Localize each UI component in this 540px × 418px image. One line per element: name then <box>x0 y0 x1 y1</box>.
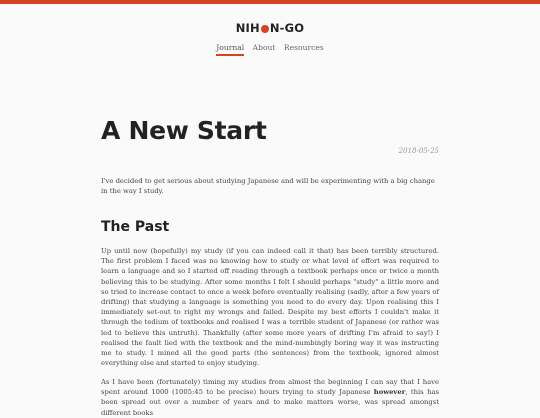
emphasis-text: however <box>373 388 406 397</box>
post-intro: I've decided to get serious about studying Japanese and will be experimenting with a big change in the way I study. <box>101 177 435 196</box>
nav-resources-link[interactable]: Resources <box>283 43 324 52</box>
section-heading: The Past <box>101 219 170 235</box>
top-accent-bar <box>0 0 540 4</box>
post-paragraph <box>101 377 439 418</box>
nav-about-link[interactable]: About <box>252 43 276 52</box>
brand-text-right: N-GO <box>269 21 305 35</box>
post-title: A New Start <box>101 116 267 145</box>
post-paragraph: Up until now (hopefully) my study (if you can indeed call it that) has been terribly structured. The first problem I faced was no knowing how to study or what level of effort was required to learn a language and so I started off reading through a textbook perhaps once or twice a month believing this to be studying. After some months I felt I should perhaps "study" a little more and so tried to increase contact to once a week before eventually realising (sadly, after a few years of drifting) that studying a language is something you need to do every day. Upon realising this I immediately set-out to right my wrongs and failed. Despite my best efforts I couldn't make it through the tedium of textbooks and realised I was a terrible student of Japanese (or rather was led to believe this untruth). Thankfully (after some more years of drifting I'm afraid to say!) I realised the fault lied with the textbook and the mind-numbingly boring way it was instructing me to study. I mined all the good parts (the sentences) from the textbook, ignored almost everything else and started to enjoy studying. <box>101 247 439 368</box>
main-nav <box>0 43 540 53</box>
site-logo[interactable] <box>0 21 540 35</box>
nav-journal-link[interactable]: Journal <box>216 43 245 52</box>
paragraph-text: As I have been (fortunately) timing my studies from almost the beginning I can say that I have spent around 1000 (1005:45 to be precise) hours trying to study Japanese <box>101 378 439 397</box>
rising-sun-icon <box>261 25 269 33</box>
post-date: 2018-05-25 <box>398 147 439 155</box>
paragraph-text: , this has been spread out over a number of years and to make matters worse, was spread amongst different books <box>101 388 440 417</box>
brand-text-left: NIH <box>235 21 260 35</box>
